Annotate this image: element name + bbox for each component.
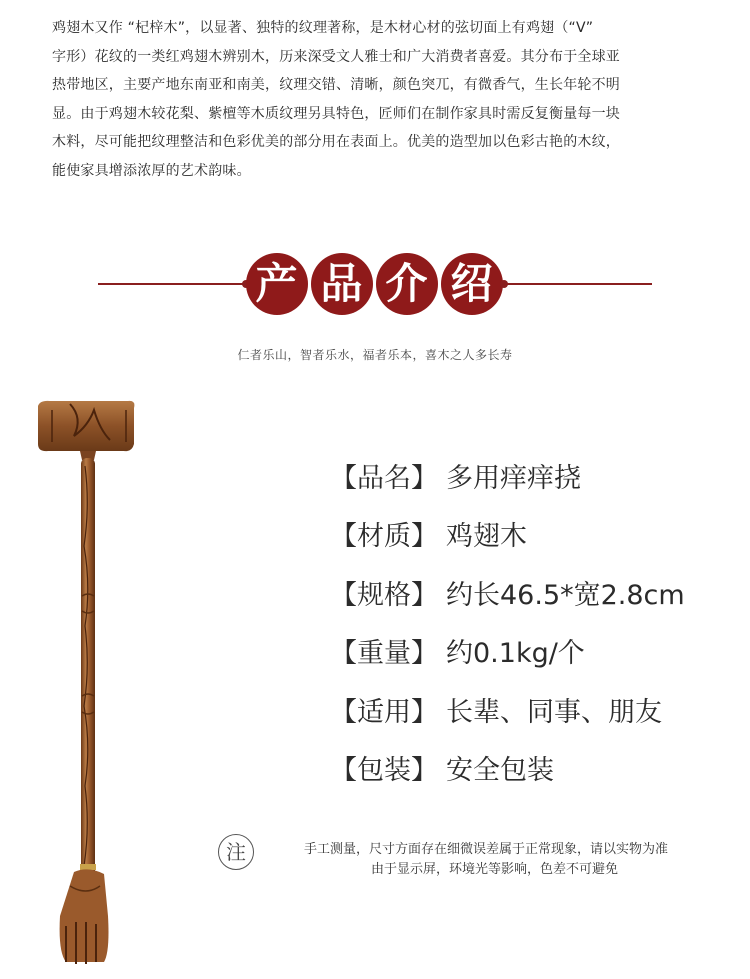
- note-line: 由于显示屏，环境光等影响，色差不可避免: [371, 862, 619, 877]
- spec-row-size: [330, 563, 730, 622]
- motto: 仁者乐山，智者乐水，福者乐本，喜木之人多长寿: [237, 348, 513, 362]
- note-line: 手工测量，尺寸方面存在细微误差属于正常现象，请以实物为准: [304, 842, 669, 857]
- disclaimer-note: [218, 834, 738, 884]
- section-title: [0, 246, 750, 322]
- spec-row-packaging: [330, 739, 730, 798]
- spec-label: 【品名】: [330, 462, 438, 494]
- spec-row-material: [330, 505, 730, 564]
- spec-value: 安全包装: [446, 755, 554, 787]
- title-char: 品: [311, 253, 373, 315]
- note-mark-icon: 注: [218, 834, 254, 870]
- title-chars: [244, 246, 506, 322]
- spec-value: 约0.1kg/个: [446, 638, 585, 670]
- intro-line: 木料，尽可能把纹理整洁和色彩优美的部分用在表面上。优美的造型加以色彩古艳的木纹，: [52, 134, 620, 150]
- spec-label: 【包装】: [330, 755, 438, 787]
- title-rule-left: [98, 283, 248, 285]
- intro-line: 显。由于鸡翅木较花梨、紫檀等木质纹理另具特色，匠师们在制作家具时需反复衡量每一块: [52, 105, 620, 122]
- spec-row-name: [330, 446, 730, 505]
- intro-line: 热带地区，主要产地东南亚和南美，纹理交错、清晰，颜色突兀，有微香气，生长年轮不明: [52, 77, 620, 93]
- spec-label: 【重量】: [330, 638, 438, 670]
- intro-line: 鸡翅木又作 “杞梓木”，以显著、独特的纹理著称，是木材心材的弦切面上有鸡翅（“V”: [52, 20, 594, 36]
- spec-row-weight: [330, 622, 730, 681]
- title-char: 介: [376, 253, 438, 315]
- spec-label: 【材质】: [330, 521, 438, 553]
- spec-value: 鸡翅木: [446, 521, 527, 553]
- intro-paragraph: [52, 14, 702, 185]
- spec-value: 长辈、同事、朋友: [446, 696, 662, 728]
- spec-label: 【适用】: [330, 696, 438, 728]
- spec-label: 【规格】: [330, 579, 438, 611]
- intro-line: 字形）花纹的一类红鸡翅木辨别木，历来深受文人雅士和广大消费者喜爱。其分布于全球亚: [52, 48, 620, 65]
- title-rule-right: [502, 283, 652, 285]
- spec-value: 多用痒痒挠: [446, 462, 581, 494]
- spec-row-suitable: [330, 680, 730, 739]
- title-char: 绍: [441, 253, 503, 315]
- title-char: 产: [246, 253, 308, 315]
- intro-line: 能使家具增添浓厚的艺术韵味。: [52, 162, 251, 179]
- spec-value: 约长46.5*宽2.8cm: [446, 579, 685, 611]
- spec-list: [330, 446, 730, 797]
- back-scratcher-image: [28, 396, 148, 971]
